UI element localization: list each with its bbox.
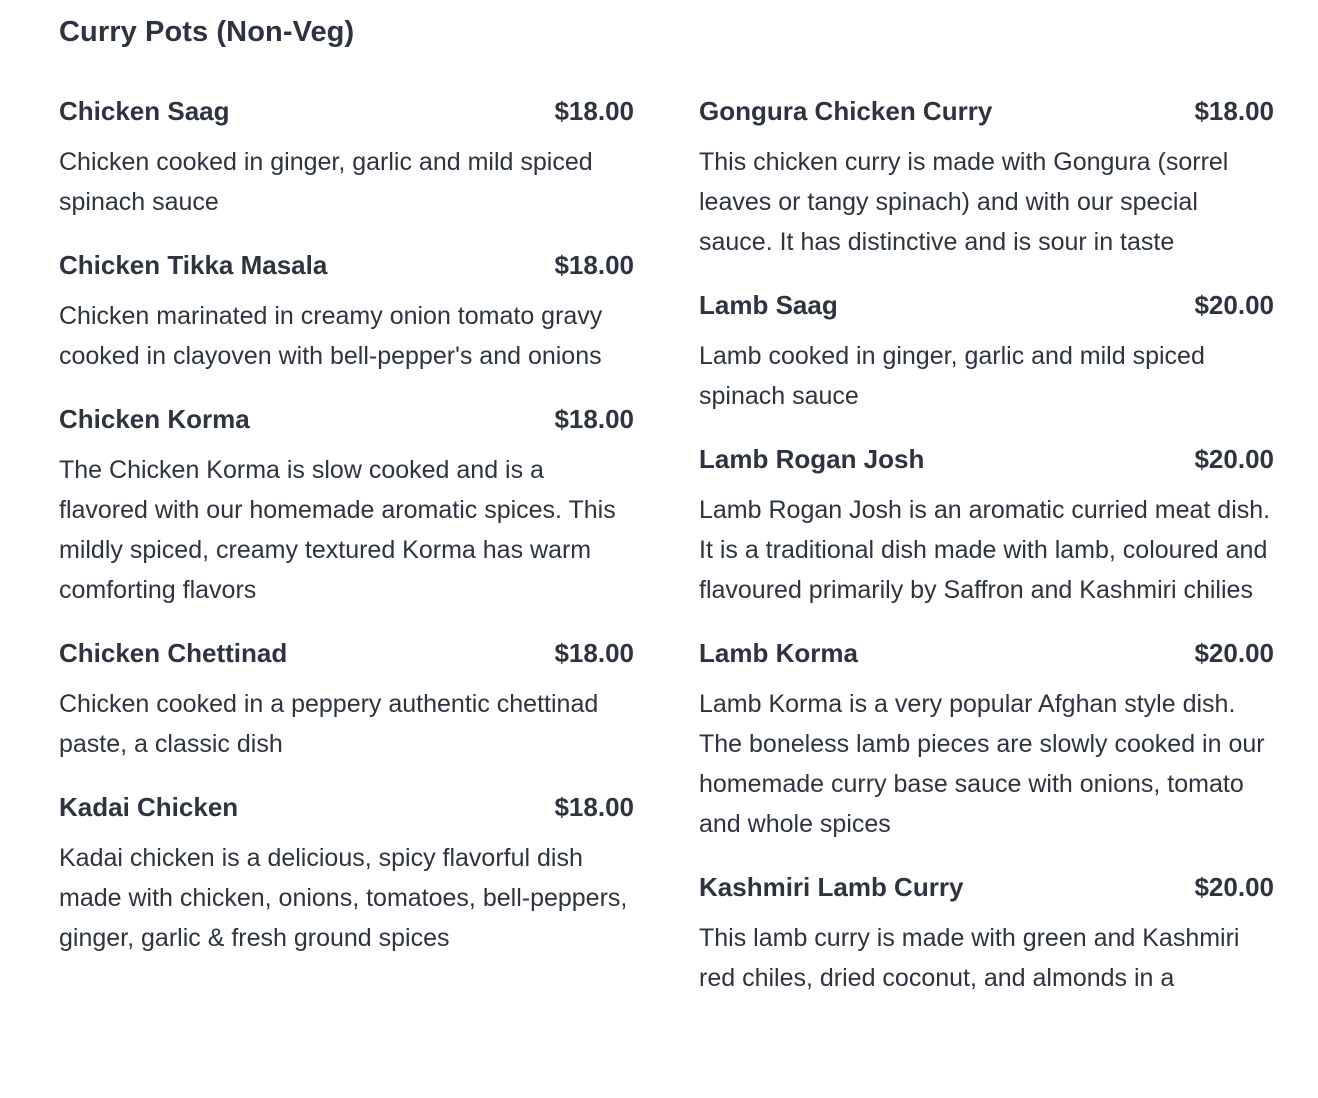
menu-item-lamb-saag[interactable]	[699, 288, 1274, 416]
menu-item-header	[699, 288, 1274, 322]
menu-item-header	[59, 94, 634, 128]
menu-item-header	[699, 94, 1274, 128]
menu-item-header	[59, 636, 634, 670]
menu-column-left	[59, 94, 634, 984]
menu-item-header	[59, 402, 634, 436]
menu-item-description: The Chicken Korma is slow cooked and is a flavored with our homemade aromatic spices. This mildly spiced, creamy textured Korma has warm comforting flavors	[59, 456, 616, 604]
menu-item-description: Kadai chicken is a delicious, spicy flavorful dish made with chicken, onions, tomatoes, bell-peppers, ginger, garlic & fresh ground spices	[59, 844, 628, 952]
menu-item-price: $20.00	[1194, 872, 1274, 902]
menu-item-name: Chicken Tikka Masala	[59, 250, 328, 280]
menu-item-name: Chicken Saag	[59, 96, 230, 126]
menu-item-chicken-saag[interactable]	[59, 94, 634, 222]
menu-item-kadai-chicken[interactable]	[59, 790, 634, 958]
menu-item-price: $18.00	[554, 404, 634, 434]
menu-item-lamb-rogan-josh[interactable]	[699, 442, 1274, 610]
menu-item-name: Chicken Chettinad	[59, 638, 288, 668]
menu-item-price: $20.00	[1194, 290, 1274, 320]
menu-item-price: $18.00	[1194, 96, 1274, 126]
menu-item-description: Lamb Korma is a very popular Afghan style dish. The boneless lamb pieces are slowly cooked in our homemade curry base sauce with onions, tomato and whole spices	[699, 690, 1265, 838]
menu-item-price: $18.00	[554, 96, 634, 126]
menu-column-right	[699, 94, 1274, 1024]
menu-item-header	[59, 248, 634, 282]
menu-item-name: Chicken Korma	[59, 404, 250, 434]
menu-item-lamb-korma[interactable]	[699, 636, 1274, 844]
menu-item-description: This lamb curry is made with green and Kashmiri red chiles, dried coconut, and almonds in a	[699, 924, 1240, 992]
menu-item-header	[699, 870, 1274, 904]
menu-item-description: Chicken marinated in creamy onion tomato gravy cooked in clayoven with bell-pepper's and onions	[59, 302, 603, 370]
menu-item-name: Lamb Saag	[699, 290, 838, 320]
menu-item-description: Lamb Rogan Josh is an aromatic curried meat dish. It is a traditional dish made with lamb, coloured and flavoured primarily by Saffron and Kashmiri chilies	[699, 496, 1271, 604]
menu-item-chicken-korma[interactable]	[59, 402, 634, 610]
menu-item-description: Chicken cooked in ginger, garlic and mild spiced spinach sauce	[59, 148, 593, 216]
menu-item-header	[59, 790, 634, 824]
menu-item-kashmiri-lamb-curry[interactable]	[699, 870, 1274, 998]
menu-item-chicken-chettinad[interactable]	[59, 636, 634, 764]
menu-item-chicken-tikka-masala[interactable]	[59, 248, 634, 376]
menu-item-name: Kadai Chicken	[59, 792, 239, 822]
menu-item-price: $20.00	[1194, 444, 1274, 474]
menu-item-name: Lamb Korma	[699, 638, 858, 668]
menu-item-price: $18.00	[554, 250, 634, 280]
menu-item-header	[699, 442, 1274, 476]
menu-item-price: $18.00	[554, 638, 634, 668]
menu-item-description: Chicken cooked in a peppery authentic chettinad paste, a classic dish	[59, 690, 599, 758]
menu-item-price: $18.00	[554, 792, 634, 822]
menu-item-price: $20.00	[1194, 638, 1274, 668]
menu-item-description: This chicken curry is made with Gongura (sorrel leaves or tangy spinach) and with our special sauce. It has distinctive and is sour in taste	[699, 148, 1229, 256]
menu-item-header	[699, 636, 1274, 670]
menu-item-name: Kashmiri Lamb Curry	[699, 872, 964, 902]
menu-item-description: Lamb cooked in ginger, garlic and mild spiced spinach sauce	[699, 342, 1205, 410]
menu-item-name: Gongura Chicken Curry	[699, 96, 993, 126]
menu-item-gongura-chicken-curry[interactable]	[699, 94, 1274, 262]
section-title: Curry Pots (Non-Veg)	[59, 16, 355, 48]
menu-item-name: Lamb Rogan Josh	[699, 444, 925, 474]
